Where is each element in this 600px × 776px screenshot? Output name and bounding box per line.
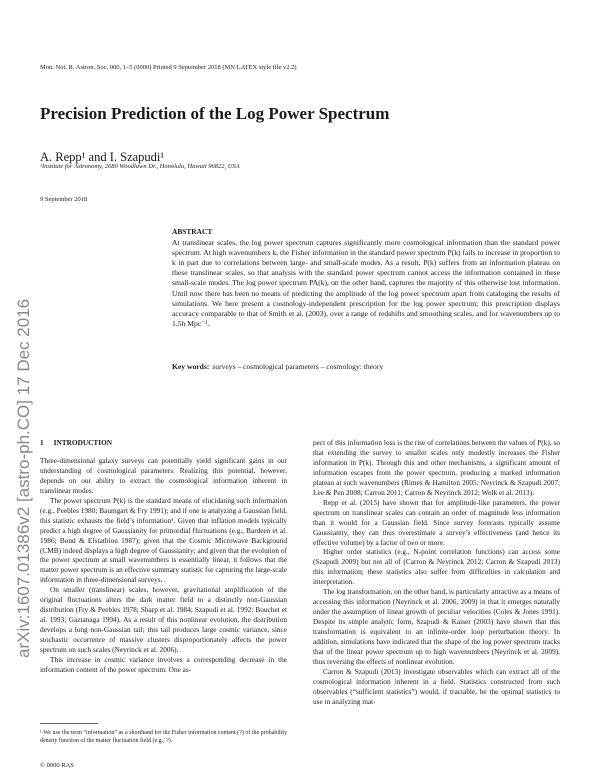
section-heading — [40, 438, 287, 448]
keywords-label: Key words: — [172, 362, 210, 371]
running-head: Mon. Not. R. Astron. Soc. 000, 1–5 (0000) Printed 9 September 2018 (MN LATEX style file v2.2) — [40, 64, 297, 71]
paragraph: Repp et al. (2015) have shown that for amplitude-like parameters, the power spectrum on translinear scales can contain an order of magnitude less information than it would for a Gaussian field. Since survey forecasts typically assume Gaussianity, they can thus overestimate a survey’s effectiveness (and hence its effective volume) by a factor of two or more. — [313, 497, 560, 547]
paragraph: The log transformation, on the other hand, is particularly attractive as a means of accessing this information (Neyrinck et al. 2006, 2009) in that it emerges naturally under the assumption of linear growth of peculiar velocities (Coles & Jones 1991). Despite its simple analytic form, Szapudi & Kaiser (2003) have shown that this transformation is equivalent to an infinite-order loop perturbation theory. In addition, simulations have indicated that the shape of the log power spectrum tracks that of the linear power spectrum up to high wavenumbers (Neyrinck et al. 2009), thus reversing the effects of nonlinear evolution. — [313, 587, 560, 666]
paragraph: This increase in cosmic variance involves a corresponding decrease in the information content of the power spectrum. One as- — [40, 655, 287, 674]
abstract-body: At translinear scales, the log power spectrum captures significantly more cosmological information than the standard power spectrum. At high wavenumbers k, the Fisher information in the standard power spectrum P(k) fails to increase in proportion to k in part due to correlations between large- and small-scale modes. As a result, P(k) suffers from an information plateau on these translinear scales, so that analysis with the standard power spectrum cannot access the information contained in these small-scale modes. The log power spectrum PA(k), on the other hand, captures the majority of this otherwise lost information. Until now there has been no means of predicting the amplitude of the log power spectrum apart from cataloging the results of simulations. We here present a cosmology-independent prescription for the log power spectrum; this prescription displays accuracy comparable to that of Smith et al. (2003), over a range of redshifts and smoothing scales, and for wavenumbers up to 1.5h Mpc⁻¹. — [172, 238, 560, 328]
right-text-column — [313, 438, 560, 707]
paragraph: On smaller (translinear) scales, however, gravitational amplification of the original fluctuations alters the dark matter field to a distinctly non-Gaussian distribution (Fry & Peebles 1978; Sharp et al. 1984; Szapudi et al. 1992; Bouchet et al. 1993; Gaztanaga 1994). As a result of this nonlinear evolution, the distribution develops a long non-Gaussian tail; this tail produces large cosmic variance, since stochastic occurrence of massive clusters disproportionately affects the power spectrum on such scales (Neyrinck et al. 2006). — [40, 585, 287, 655]
keywords — [172, 362, 560, 371]
author-affiliation: ¹Institute for Astronomy, 2680 Woodlawn Dr., Honolulu, Hawaii 96822, USA — [40, 163, 240, 170]
arxiv-identifier-stamp — [14, 188, 34, 658]
footnote-divider — [40, 723, 98, 724]
section-number: 1 — [40, 438, 44, 447]
keywords-text: surveys – cosmological parameters – cosmology: theory — [212, 362, 384, 371]
abstract-heading: ABSTRACT — [172, 227, 213, 236]
arxiv-identifier-text: arXiv:1607.01386v2 [astro-ph.CO] 17 Dec 2016 — [14, 298, 33, 658]
left-text-column — [40, 438, 287, 675]
footnote: ¹ We use the term “information” as a shorthand for the Fisher information content (?) of the probability density function of the matter fluctuation field (e.g., ?). — [40, 730, 287, 744]
paper-title: Precision Prediction of the Log Power Spectrum — [40, 104, 390, 123]
paragraph: The power spectrum P(k) is the standard means of elucidating such information (e.g., Peebles 1980; Baumgart & Fry 1991); and if one is analyzing a Gaussian field, this statistic exhausts the field’s information¹. Given that inflation models typically predict a high degree of Gaussianity for primordial fluctuations (e.g., Bardeen et al. 1986; Bond & Efstathiou 1987); given that the Cosmic Microwave Background (CMB) indeed displays a high degree of Gaussianity; and given that the evolution of the power spectrum at small wavenumbers is essentially linear, it follows that the matter power spectrum is an effective summary statistic for capturing the large-scale information in three-dimensional surveys. — [40, 495, 287, 585]
paragraph: pect of this information loss is the rise of correlations between the values of P(k), so that extending the survey to smaller scales only modestly increases the Fisher information in P(k). Through this and other mechanisms, a significant amount of information escapes from the power spectrum, producing a marked information plateau at such wavenumbers (Rimes & Hamilton 2005; Neyrinck & Szapudi 2007; Lee & Pen 2008; Carron 2011; Carron & Neyrinck 2012; Wolk et al. 2013). — [313, 438, 560, 497]
abstract — [172, 227, 560, 329]
paragraph: Three-dimensional galaxy surveys can potentially yield significant gains in our understanding of cosmological parameters. Realizing this potential, however, depends on our ability to extract the cosmological information inherent in translinear modes. — [40, 455, 287, 495]
paragraph: Carron & Szapudi (2013) investigate observables which can extract all of the cosmological information inherent in a field. Statistics constructed from such observables (“sufficient statistics”) would, if tractable, be the optimal statistics to use in analyzing mat- — [313, 666, 560, 706]
section-title: INTRODUCTION — [53, 438, 113, 447]
copyright-notice: © 0000 RAS — [40, 762, 74, 769]
author-list: A. Repp¹ and I. Szapudi¹ — [40, 150, 165, 164]
publication-date: 9 September 2018 — [40, 196, 88, 203]
paragraph: Higher order statistics (e.g., N-point correlation functions) can access some (Szapudi 2009) but not all of (Carron & Neyrinck 2012; Carron & Szapudi 2013) this information; these statistics also suffer from difficulties in calculation and interpretation. — [313, 547, 560, 587]
